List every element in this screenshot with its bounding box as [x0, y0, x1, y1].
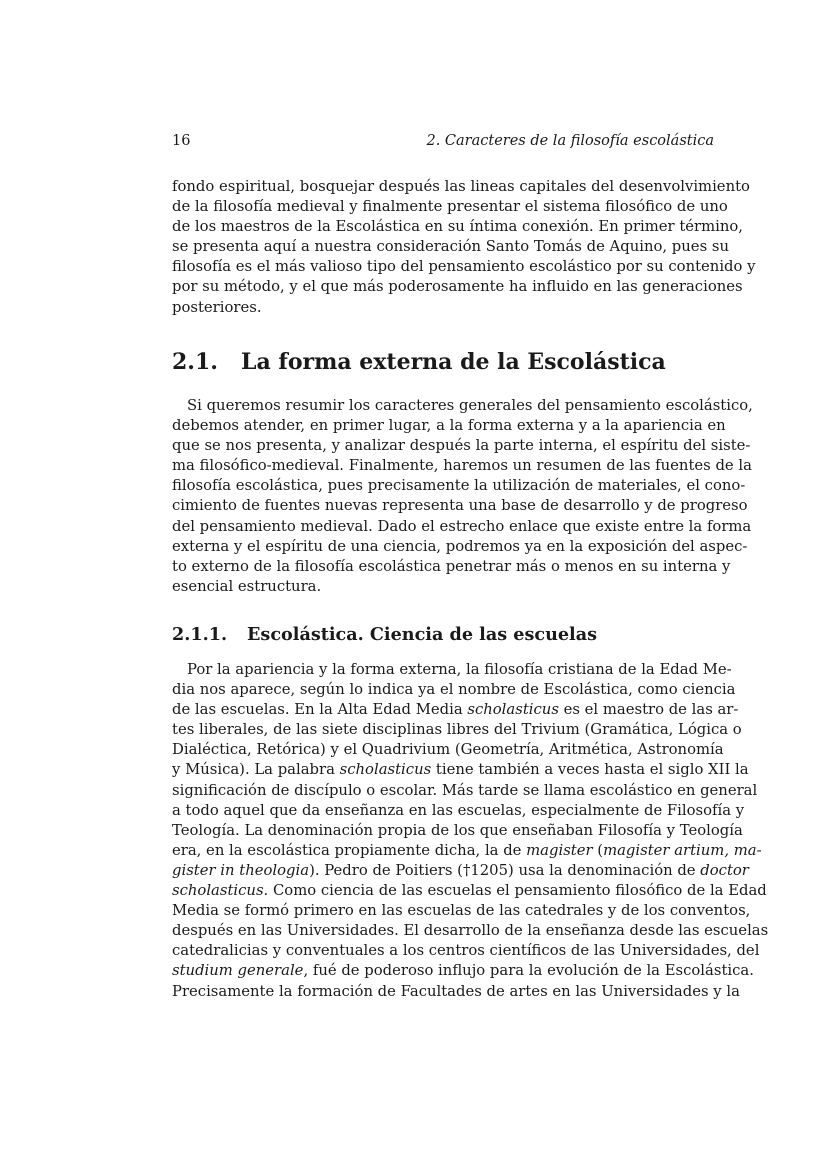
- text-run: tiene también a veces hasta el siglo XII la: [431, 761, 749, 779]
- section-number: 2.1.: [172, 349, 218, 375]
- text-run: ). Pedro de Poitiers (†1205) usa la denominación de: [309, 861, 701, 879]
- text-run: tes liberales, de las siete disciplinas libres del Trivium (Gramática, Lógica o: [172, 721, 742, 739]
- text-line: [172, 821, 743, 841]
- text-run: a todo aquel que da enseñanza en las escuelas, especialmente de Filosofía y: [172, 801, 745, 819]
- running-chapter-title: 2. Caracteres de la filosofía escolástica: [426, 133, 714, 149]
- subsection-paragraph: [172, 660, 769, 1002]
- text-line: [172, 720, 742, 740]
- italic-term: gister in theologia: [172, 861, 310, 879]
- section-paragraph: [172, 396, 753, 597]
- text-run: y Música). La palabra: [172, 761, 340, 779]
- subsection-number: 2.1.1.: [172, 624, 228, 645]
- text-line: por su método, y el que más poderosamente ha influido en las generaciones: [172, 278, 743, 296]
- text-line: esencial estructura.: [172, 577, 322, 595]
- text-line: [172, 801, 745, 821]
- text-line: de los maestros de la Escolástica en su íntima conexión. En primer término,: [172, 218, 743, 236]
- text-run: catedralicias y conventuales a los centros científicos de las Universidades, del: [172, 942, 760, 960]
- text-line: externa y el espíritu de una ciencia, podremos ya en la exposición del aspec-: [172, 537, 748, 555]
- text-line: [172, 961, 754, 981]
- text-line: [172, 680, 736, 700]
- text-line: [172, 700, 739, 720]
- text-line: cimiento de fuentes nuevas representa una base de desarrollo y de progreso: [172, 497, 748, 515]
- text-line: [172, 921, 769, 941]
- text-line: [172, 941, 760, 961]
- text-line: [172, 881, 767, 901]
- text-run: después en las Universidades. El desarrollo de la enseñanza desde las escuelas: [172, 922, 769, 940]
- text-line: debemos atender, en primer lugar, a la forma externa y a la apariencia en: [172, 417, 726, 435]
- page-number: 16: [172, 133, 191, 149]
- text-line: [172, 901, 751, 921]
- text-line: [172, 660, 732, 680]
- running-header: [172, 133, 714, 149]
- italic-term: scholasticus.: [172, 882, 269, 900]
- text-run: Teología. La denominación propia de los que enseñaban Filosofía y Teología: [172, 821, 743, 839]
- text-run: (: [592, 841, 604, 859]
- text-run: es el maestro de las ar-: [558, 701, 739, 719]
- text-line: Si queremos resumir los caracteres generales del pensamiento escolástico,: [187, 397, 753, 414]
- text-run: Media se formó primero en las escuelas de las catedrales y de los conventos,: [172, 902, 751, 920]
- text-line: [172, 982, 740, 1002]
- text-run: Como ciencia de las escuelas el pensamiento filosófico de la Edad: [268, 882, 767, 900]
- text-line: de la filosofía medieval y finalmente presentar el sistema filosófico de uno: [172, 198, 728, 216]
- text-line: to externo de la filosofía escolástica penetrar más o menos en su interna y: [172, 557, 731, 575]
- italic-term: studium generale: [172, 962, 304, 980]
- text-run: significación de discípulo o escolar. Más tarde se llama escolástico en general: [172, 781, 758, 799]
- text-run: Precisamente la formación de Facultades de artes en las Universidades y la: [172, 982, 740, 1000]
- italic-term: scholasticus: [339, 761, 432, 779]
- text-run: Dialéctica, Retórica) y el Quadrivium (Geometría, Aritmética, Astronomía: [172, 741, 724, 759]
- text-run: , fué de poderoso influjo para la evolución de la Escolástica.: [303, 962, 754, 980]
- text-line: ma filosófico-medieval. Finalmente, haremos un resumen de las fuentes de la: [172, 457, 752, 475]
- text-run: de las escuelas. En la Alta Edad Media: [172, 701, 468, 719]
- section-title: La forma externa de la Escolástica: [241, 349, 666, 375]
- italic-term: doctor: [700, 861, 749, 879]
- text-line: fondo espiritual, bosquejar después las lineas capitales del desenvolvimiento: [172, 178, 750, 195]
- italic-term: magister: [526, 841, 593, 859]
- text-line: filosofía escolástica, pues precisamente la utilización de materiales, el cono-: [172, 477, 746, 495]
- text-line: [172, 861, 749, 881]
- text-line: que se nos presenta, y analizar después la parte interna, el espíritu del siste-: [172, 437, 751, 455]
- text-line: [172, 841, 762, 861]
- subsection-heading: [172, 624, 714, 645]
- text-line: filosofía es el más valioso tipo del pensamiento escolástico por su contenido y: [172, 258, 756, 276]
- text-line: posteriores.: [172, 298, 262, 316]
- text-line: [172, 760, 749, 780]
- subsection-title: Escolástica. Ciencia de las escuelas: [247, 624, 598, 645]
- text-line: [172, 740, 724, 760]
- text-run: dia nos aparece, según lo indica ya el nombre de Escolástica, como ciencia: [172, 681, 736, 699]
- text-run: era, en la escolástica propiamente dicha, la de: [172, 841, 527, 859]
- text-line: [172, 781, 758, 801]
- text-line: se presenta aquí a nuestra consideración Santo Tomás de Aquino, pues su: [172, 238, 729, 256]
- italic-term: scholasticus: [467, 701, 559, 719]
- section-heading: [172, 349, 714, 375]
- italic-term: magister artium, ma-: [603, 841, 762, 859]
- text-line: del pensamiento medieval. Dado el estrecho enlace que existe entre la forma: [172, 517, 752, 535]
- intro-paragraph: [172, 177, 756, 318]
- text-run: Por la apariencia y la forma externa, la filosofía cristiana de la Edad Me-: [187, 661, 732, 678]
